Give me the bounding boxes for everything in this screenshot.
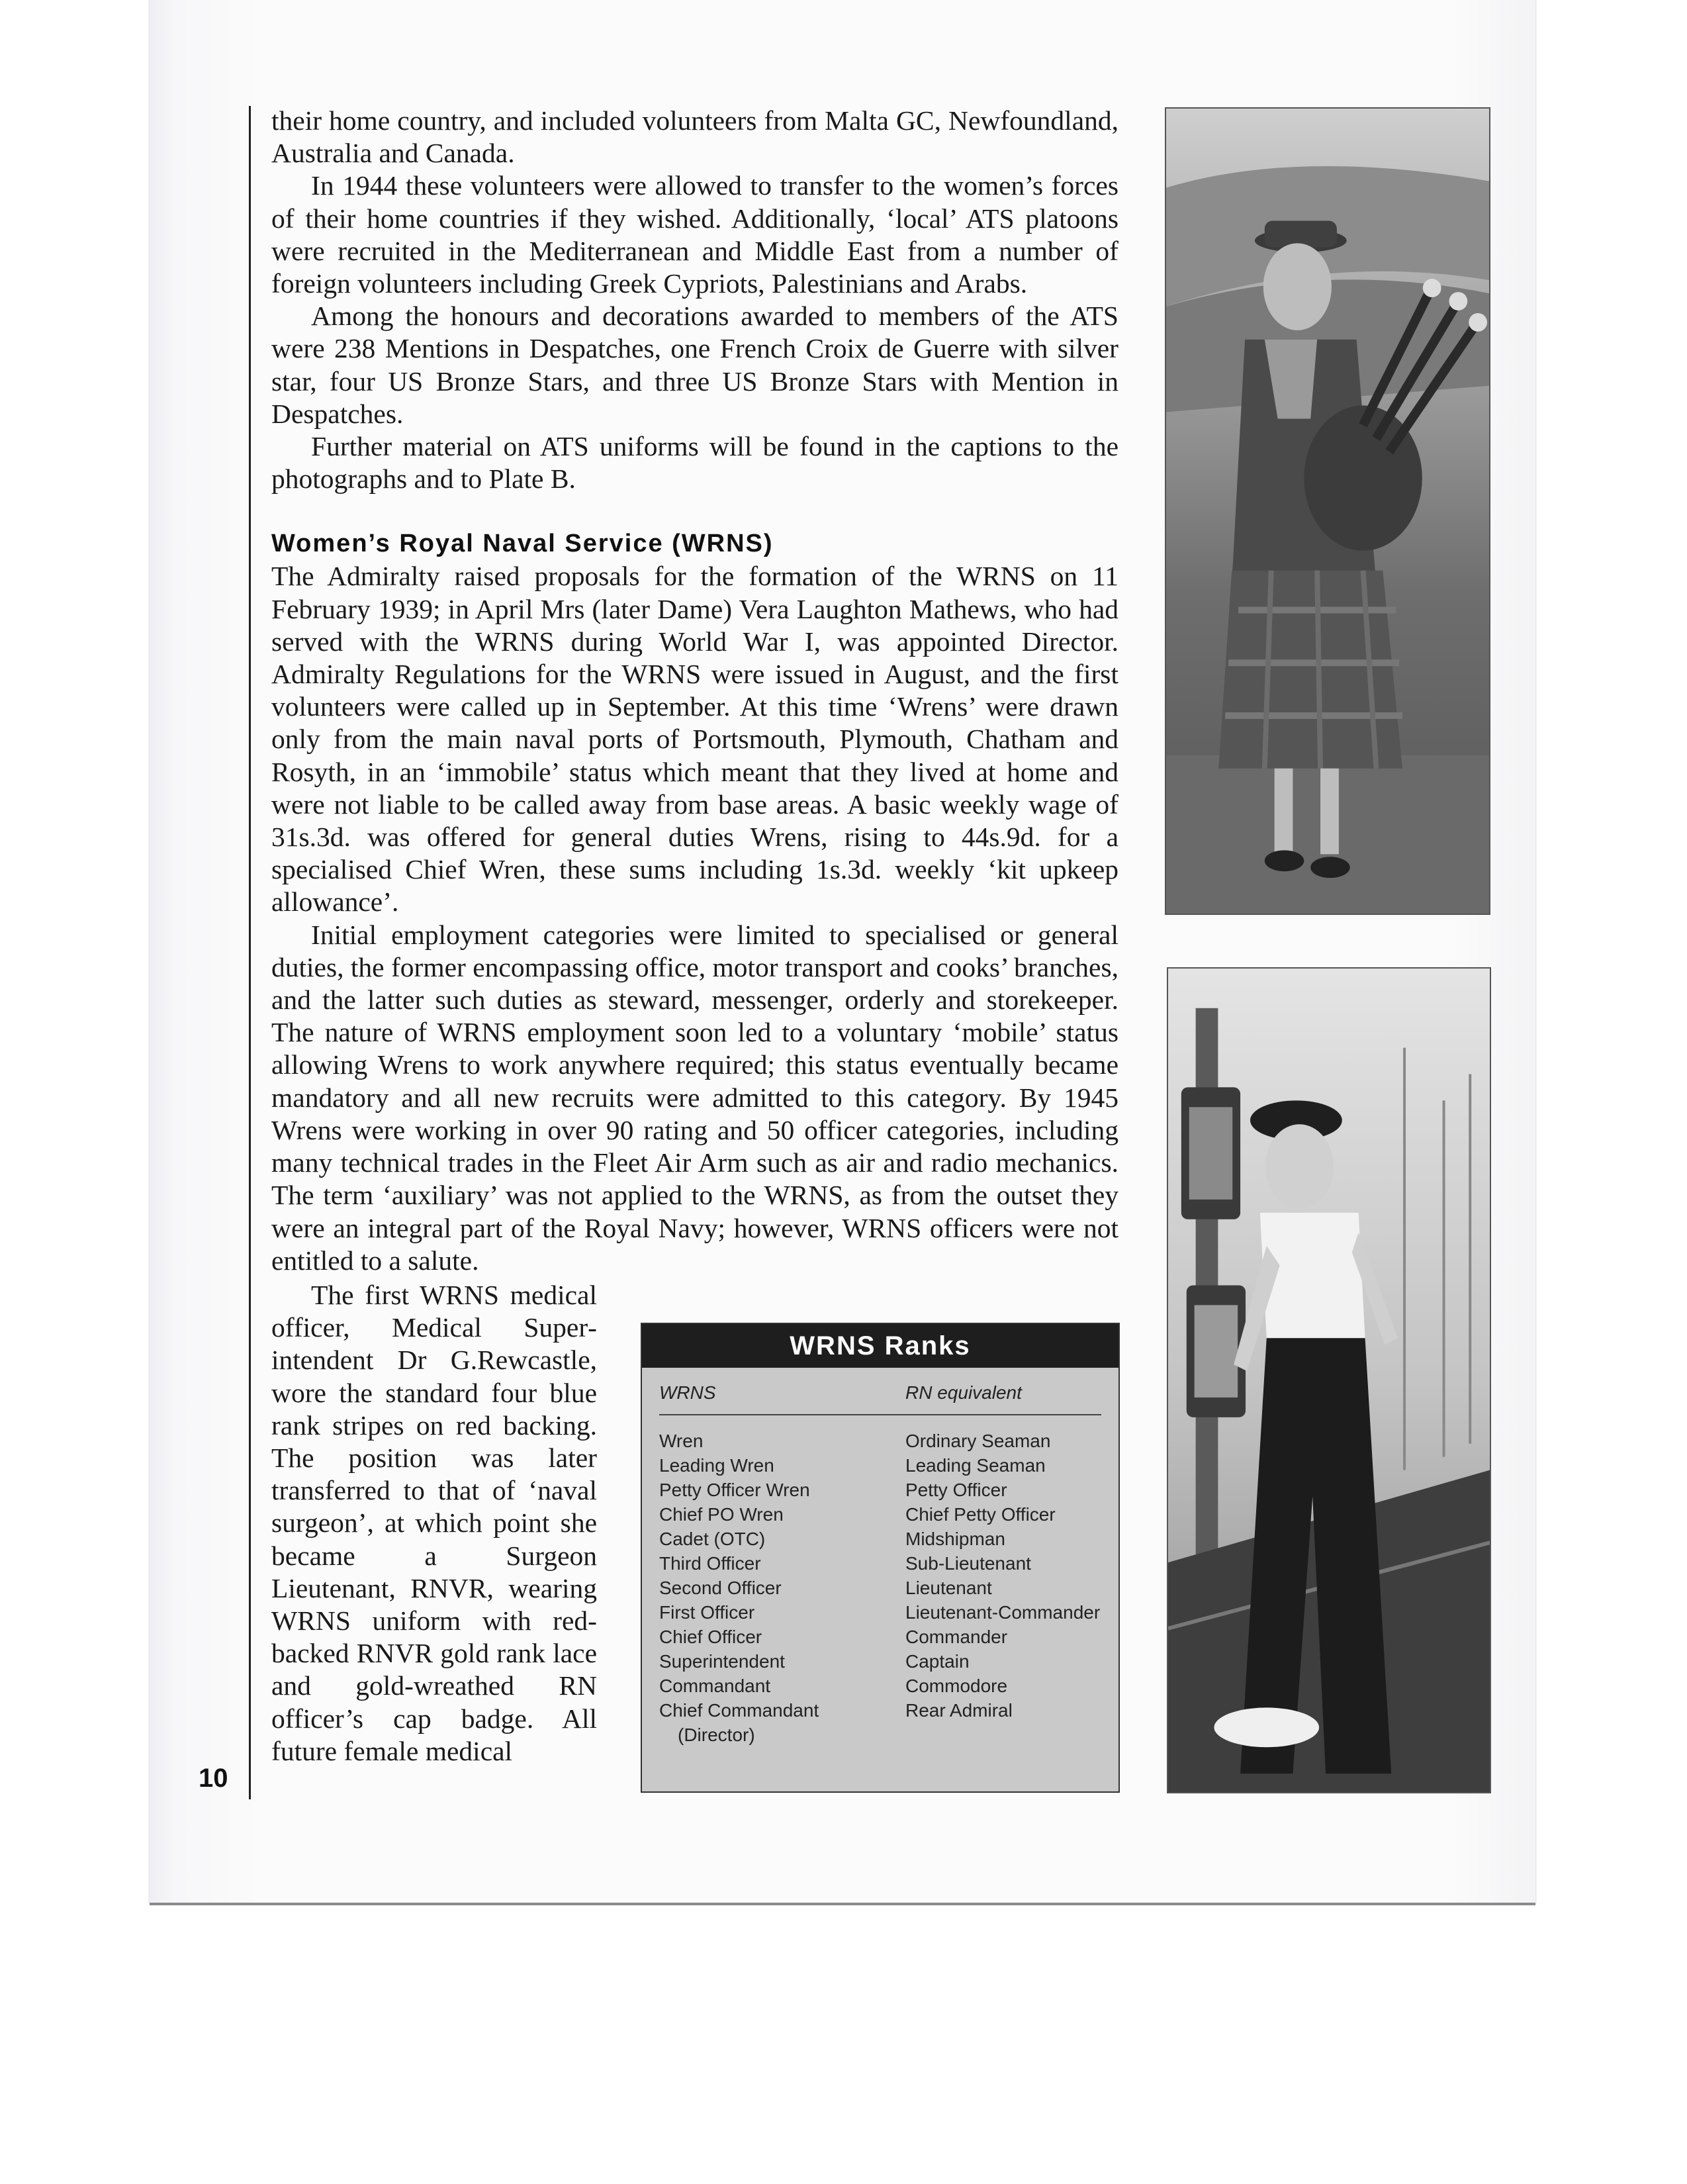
table-title: WRNS Ranks bbox=[642, 1324, 1118, 1368]
narrow-text-column bbox=[271, 1279, 597, 1768]
margin-rule bbox=[249, 106, 251, 1799]
paragraph: The first WRNS medical officer, Medical Superintendent Dr G.Rewcastle, wore the standard four blue rank stripes on red backing. The position was later transferred to that of ‘naval surgeon’, at which point she became a Surgeon Lieutenant, RNVR, wearing WRNS uniform with red-backed RNVR gold rank lace and gold-wreathed RN officer’s cap badge. All future female medical bbox=[271, 1280, 597, 1766]
piper-photo-image bbox=[1166, 109, 1489, 914]
rn-rank: Rear Admiral bbox=[905, 1700, 1013, 1721]
wrns-rank: Wren bbox=[659, 1431, 704, 1451]
table-row bbox=[659, 1649, 1112, 1674]
wrns-rank: Cadet (OTC) bbox=[659, 1529, 766, 1549]
main-text-column bbox=[271, 105, 1118, 1277]
table-row bbox=[659, 1502, 1112, 1527]
wrns-ranks-table bbox=[641, 1323, 1120, 1793]
rn-rank: Captain bbox=[905, 1651, 970, 1672]
wrns-rank: Petty Officer Wren bbox=[659, 1480, 810, 1500]
rn-rank: Commodore bbox=[905, 1676, 1008, 1696]
wrns-rank: Leading Wren bbox=[659, 1455, 774, 1476]
rn-rank: Petty Officer bbox=[905, 1480, 1007, 1500]
table-row bbox=[659, 1453, 1112, 1478]
wren-photo-image bbox=[1168, 969, 1490, 1792]
table-row-note: (Director) bbox=[678, 1725, 755, 1745]
wrns-rank: Chief Commandant bbox=[659, 1700, 819, 1721]
rn-rank: Midshipman bbox=[905, 1529, 1005, 1549]
wrns-rank: First Officer bbox=[659, 1602, 755, 1623]
table-row bbox=[659, 1600, 1112, 1625]
wrns-rank: Commandant bbox=[659, 1676, 771, 1696]
paragraph: Further material on ATS uniforms will be found in the captions to the photographs and to Plate B. bbox=[271, 431, 1118, 495]
table-row bbox=[659, 1674, 1112, 1698]
wrns-rank: Third Officer bbox=[659, 1553, 761, 1574]
table-row bbox=[659, 1551, 1112, 1576]
rn-rank: Commander bbox=[905, 1627, 1008, 1647]
table-body bbox=[659, 1429, 1112, 1747]
wrns-rank: Superintendent bbox=[659, 1651, 785, 1672]
column-header-wrns: WRNS bbox=[659, 1382, 716, 1403]
rn-rank: Lieutenant-Commander bbox=[905, 1602, 1101, 1623]
paragraph: their home country, and included volunteers from Malta GC, Newfoundland, Australia and Canada. bbox=[271, 105, 1118, 169]
page-number: 10 bbox=[199, 1764, 228, 1793]
photo-ats-piper bbox=[1165, 107, 1490, 915]
paragraph: Initial employment categories were limited to specialised or general duties, the former encompassing office, motor transport and cooks’ branches, and the latter such duties as steward, messenger, orderly and storekeeper. The nature of WRNS employment soon led to a voluntary ‘mobile’ status allowing Wrens to work anywhere required; this status eventually became mandatory and all new recruits were admitted to this category. By 1945 Wrens were working in over 90 rating and 50 officer categories, including many technical trades in the Fleet Air Arm such as air and radio mechanics. The term ‘auxiliary’ was not applied to the WRNS, as from the outset they were an integral part of the Royal Navy; however, WRNS officers were not entitled to a salute. bbox=[271, 919, 1118, 1276]
rn-rank: Sub-Lieutenant bbox=[905, 1553, 1031, 1574]
table-row bbox=[659, 1429, 1112, 1453]
table-row bbox=[659, 1527, 1112, 1551]
table-row bbox=[659, 1576, 1112, 1600]
wrns-rank: Chief Officer bbox=[659, 1627, 762, 1647]
photo-wren-on-boat bbox=[1167, 967, 1491, 1793]
table-header bbox=[659, 1382, 1101, 1415]
table-row bbox=[659, 1698, 1112, 1723]
section-heading: Women’s Royal Naval Service (WRNS) bbox=[271, 530, 774, 558]
table-row bbox=[659, 1478, 1112, 1502]
page-edge bbox=[150, 1903, 1535, 1905]
rn-rank: Lieutenant bbox=[905, 1578, 992, 1598]
rn-rank: Ordinary Seaman bbox=[905, 1431, 1051, 1451]
rn-rank: Leading Seaman bbox=[905, 1455, 1046, 1476]
table-row bbox=[659, 1625, 1112, 1649]
rn-rank: Chief Petty Officer bbox=[905, 1504, 1056, 1525]
column-header-rn: RN equivalent bbox=[905, 1382, 1022, 1403]
wrns-rank: Second Officer bbox=[659, 1578, 782, 1598]
wrns-rank: Chief PO Wren bbox=[659, 1504, 784, 1525]
paragraph: The Admiralty raised proposals for the formation of the WRNS on 11 February 1939; in April Mrs (later Dame) Vera Laughton Mathews, who had served with the WRNS during World War I, was appointed Director. Admiralty Regulations for the WRNS were issued in August, and the first volunteers were called up in September. At this time ‘Wrens’ were drawn only from the main naval ports of Portsmouth, Plymouth, Chatham and Rosyth, in an ‘immobile’ status which meant that they lived at home and were not liable to be called away from base areas. A basic weekly wage of 31s.3d. was offered for general duties Wrens, rising to 44s.9d. for a specialised Chief Wren, these sums including 1s.3d. weekly ‘kit upkeep allowance’. bbox=[271, 561, 1118, 918]
paragraph: Among the honours and decorations awarded to members of the ATS were 238 Mentions in Despatches, one French Croix de Guerre with silver star, four US Bronze Stars, and three US Bronze Stars with Mention in Despatches. bbox=[271, 301, 1118, 429]
paragraph: In 1944 these volunteers were allowed to transfer to the women’s forces of their home countries if they wished. Additionally, ‘local’ ATS platoons were recruited in the Mediterranean and Middle East from a number of foreign volunteers including Greek Cypriots, Palestinians and Arabs. bbox=[271, 170, 1118, 299]
